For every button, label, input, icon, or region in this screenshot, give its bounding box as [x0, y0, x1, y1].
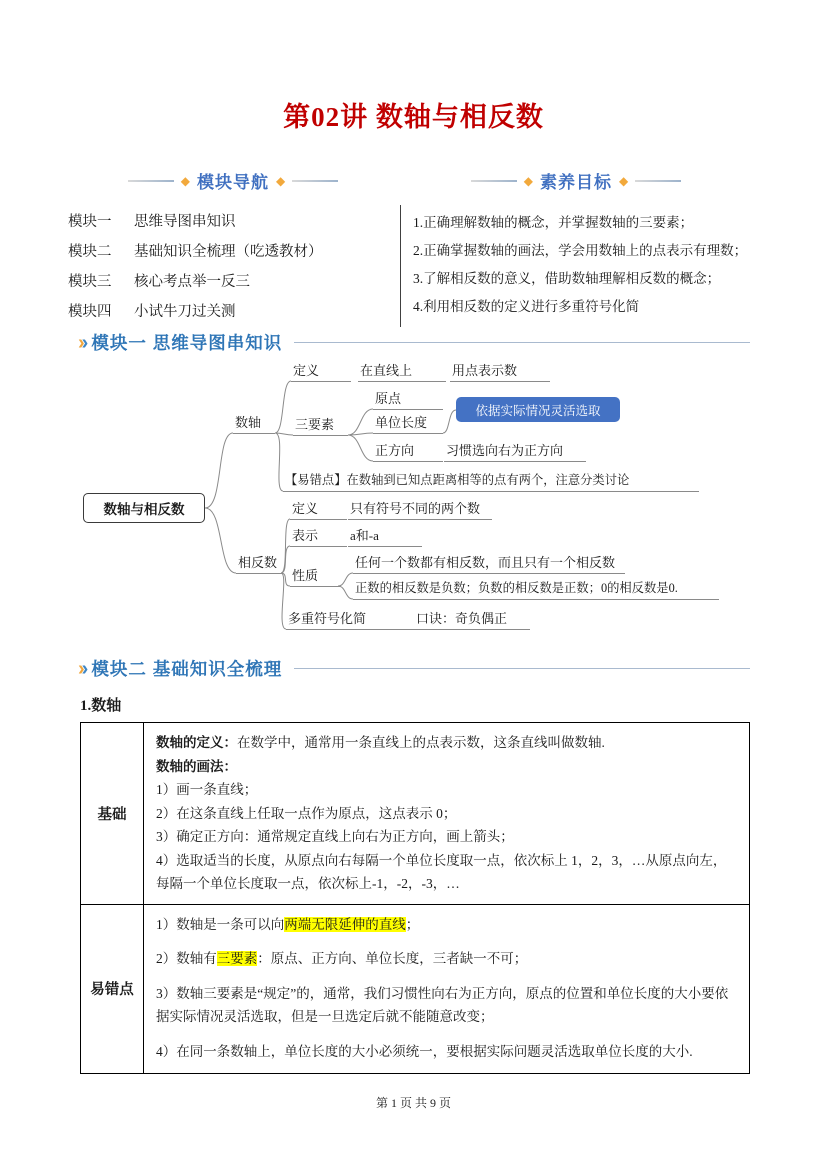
- double-chevron-icon: ››: [78, 657, 86, 680]
- mindmap-node-multi-symbol: 多重符号化简: [286, 611, 414, 630]
- diamond-icon: ◆: [619, 173, 629, 188]
- goals-header: [400, 168, 752, 193]
- method-heading: 数轴的画法：: [156, 758, 237, 774]
- goals-list: [400, 205, 752, 327]
- mindmap-node-axis: 数轴: [233, 415, 275, 434]
- nav-item-number: 模块四: [68, 304, 112, 320]
- decorative-rule: [294, 668, 750, 669]
- mindmap-node-mantra: 口诀：奇负偶正: [414, 611, 530, 630]
- row-content: [144, 905, 749, 1074]
- section-title: 模块二 基础知识全梳理: [91, 659, 283, 679]
- mindmap-node-origin: 原点: [373, 391, 443, 410]
- section-header-module1: [78, 330, 750, 355]
- mindmap-node-habit-right: 习惯选向右为正方向: [444, 443, 586, 462]
- nav-item-number: 模块二: [68, 244, 112, 260]
- mindmap-node-opposite: 相反数: [236, 555, 283, 574]
- module-nav-list: [68, 207, 398, 327]
- mindmap-node-three-elements: 三要素: [293, 417, 348, 436]
- row-content: [144, 723, 749, 904]
- table-row-basics: [81, 723, 749, 904]
- mindmap-node-prop1: 任何一个数都有相反数，而且只有一个相反数: [353, 555, 625, 574]
- mindmap-node-prop2: 正数的相反数是负数；负数的相反数是正数；0的相反数是0.: [353, 581, 719, 600]
- method-step: 3）确定正方向：通常规定直线上向右为正方向，画上箭头；: [156, 829, 514, 844]
- goal-item: 3.了解相反数的意义，借助数轴理解相反数的概念；: [413, 271, 721, 286]
- row-label: 基础: [81, 723, 144, 904]
- nav-item-label: 基础知识全梳理（吃透教材）: [134, 244, 323, 260]
- decorative-line: [471, 180, 517, 182]
- page-title: 第02讲 数轴与相反数: [283, 102, 544, 132]
- highlighted-text: 两端无限延伸的直线: [284, 916, 406, 932]
- nav-item-number: 模块三: [68, 274, 112, 290]
- highlighted-text: 三要素: [216, 951, 258, 966]
- pitfall-item: 1）数轴是一条可以向两端无限延伸的直线；: [156, 916, 420, 932]
- goals-title: 素养目标: [540, 173, 612, 192]
- method-step: 4）选取适当的长度，从原点向右每隔一个单位长度取一点，依次标上 1，2，3，…从原点向左，每隔一个单位长度取一点，依次标上-1，-2，-3，…: [156, 852, 727, 891]
- goal-item: 4.利用相反数的定义进行多重符号化简: [413, 299, 640, 314]
- decorative-rule: [294, 342, 750, 343]
- decorative-line: [128, 180, 174, 182]
- subsection-title: 1.数轴: [80, 698, 122, 714]
- module-nav-header: [68, 168, 398, 193]
- mindmap-node-notation: 表示: [290, 528, 347, 547]
- pitfall-item: 3）数轴三要素是“规定”的，通常，我们习惯性向右为正方向，原点的位置和单位长度的大小要依据实际情况灵活选取，但是一旦选定后就不能随意改变；: [156, 985, 729, 1024]
- goal-item: 1.正确理解数轴的概念，并掌握数轴的三要素；: [413, 215, 694, 230]
- table-row-pitfalls: [81, 904, 749, 1074]
- decorative-line: [635, 180, 681, 182]
- mindmap-tip-box: 依据实际情况灵活选取: [456, 397, 620, 422]
- pitfall-item: 4）在同一条数轴上，单位长度的大小必须统一，要根据实际问题灵活选取单位长度的大小.: [156, 1043, 693, 1059]
- mindmap-node-positive-dir: 正方向: [373, 443, 443, 462]
- nav-item-label: 核心考点举一反三: [134, 274, 250, 290]
- page-footer: 第 1 页 共 9 页: [375, 1096, 451, 1110]
- mindmap-node-axis-def: 定义: [291, 363, 351, 382]
- pitfall-item: 2）数轴有三要素：原点、正方向、单位长度，三者缺一不可；: [156, 951, 528, 966]
- section-title: 模块一 思维导图串知识: [91, 333, 283, 353]
- nav-item: [68, 207, 398, 237]
- definition-line: [156, 731, 737, 755]
- nav-item: [68, 297, 398, 327]
- nav-item-number: 模块一: [68, 214, 112, 230]
- goals-panel: [400, 168, 752, 327]
- double-chevron-icon: ››: [78, 331, 86, 354]
- mindmap-node-opp-def-text: 只有符号不同的两个数: [348, 501, 492, 520]
- decorative-line: [292, 180, 338, 182]
- mindmap-node-notation-text: a和-a: [348, 528, 422, 547]
- nav-item-label: 思维导图串知识: [134, 214, 236, 230]
- mindmap-node-error-note: 【易错点】在数轴到已知点距离相等的点有两个，注意分类讨论: [283, 473, 699, 492]
- method-step: 2）在这条直线上任取一点作为原点，这点表示 0；: [156, 805, 457, 821]
- nav-item: [68, 237, 398, 267]
- mindmap-root-node: 数轴与相反数: [83, 493, 205, 523]
- mindmap-node-on-line: 在直线上: [358, 363, 446, 382]
- mindmap-node-opp-def: 定义: [290, 501, 347, 520]
- definition-term: 数轴的定义：: [156, 735, 237, 750]
- knowledge-table: [80, 722, 750, 1074]
- diamond-icon: ◆: [276, 173, 286, 188]
- definition-text: 在数学中，通常用一条直线上的点表示数，这条直线叫做数轴.: [237, 735, 605, 750]
- row-label: 易错点: [81, 905, 144, 1074]
- method-step: 1）画一条直线；: [156, 782, 258, 797]
- goal-item: 2.正确掌握数轴的画法，学会用数轴上的点表示有理数；: [413, 243, 748, 258]
- mindmap-node-unit-length: 单位长度: [373, 415, 443, 434]
- mindmap-node-points-represent: 用点表示数: [450, 363, 550, 382]
- section-header-module2: [78, 656, 750, 681]
- module-nav: [68, 168, 398, 327]
- mindmap-node-properties: 性质: [290, 568, 340, 587]
- nav-item-label: 小试牛刀过关测: [134, 304, 236, 320]
- diamond-icon: ◆: [180, 173, 190, 188]
- module-nav-title: 模块导航: [197, 173, 269, 192]
- mindmap: [78, 355, 758, 653]
- nav-item: [68, 267, 398, 297]
- diamond-icon: ◆: [523, 173, 533, 188]
